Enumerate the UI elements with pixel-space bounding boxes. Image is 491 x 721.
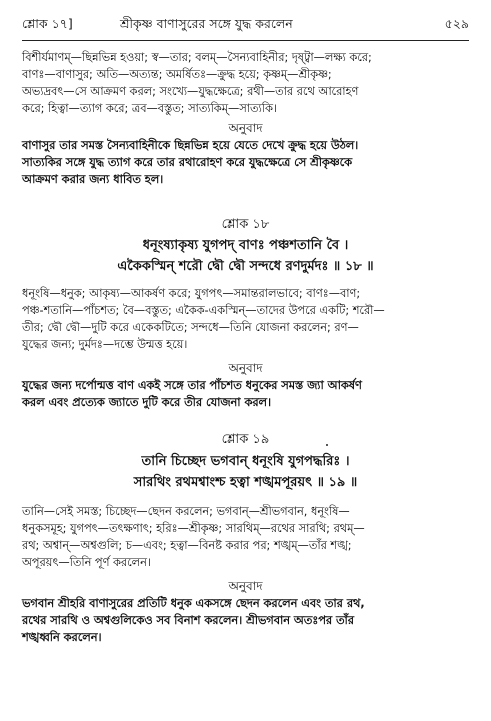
translation-line: সাত্যকির সঙ্গে যুদ্ধ ত্যাগ করে তার রথারোহণ করে যুদ্ধক্ষেত্রে সে শ্রীকৃষ্ণকে [22,156,353,169]
header-rule [22,40,469,41]
translation-line: করল এবং প্রত্যেক জ্যাতে দুটি করে তীর যোজনা করল। [22,396,272,409]
translation-17 [22,137,469,188]
translation-line: বাণাসুর তার সমস্ত সৈন্যবাহিনীকে ছিন্নভিন্ন হয়ে যেতে দেখে ক্রুদ্ধ হয়ে উঠল। [22,139,359,152]
translation-18 [22,377,469,411]
synonym-line: অভ্যদ্রবৎ—সে আক্রমণ করল; সংখ্যে—যুদ্ধক্ষেত্রে; রথী—তার রথে আরোহণ [22,85,359,98]
verse-18-text [22,235,469,277]
translation-line: যুদ্ধের জন্য দর্পোন্মত্ত বাণ একই সঙ্গে তার পাঁচশত ধনুকের সমস্ত জ্যা আকর্ষণ [22,379,362,392]
verse-line: তানি চিচ্ছেদ ভগবান্ ধনূংষি যুগপদ্ধরিঃ । [141,454,350,469]
synonyms-17 [22,49,469,117]
synonym-line: বাণঃ—বাণাসুর; অতি—অত্যন্ত; অমর্ষিতঃ—ক্রুদ্ধ হয়ে; কৃষ্ণম্—শ্রীকৃষ্ণ; [22,68,332,81]
translation-line: ভগবান শ্রীহরি বাণাসুরের প্রতিটি ধনুক একসঙ্গে ছেদন করলেন এবং তার রথ, [22,597,365,610]
translation-line: আক্রমণ করার জন্য ধাবিত হল। [22,173,164,186]
synonym-line: তীর; দ্বৌ দ্বৌ—দুটি করে একেকটিতে; সন্দধে—তিনি যোজনা করলেন; রণ— [22,321,359,334]
translation-heading-19: অনুবাদ [228,579,263,593]
synonym-line: যুদ্ধের জন্য; দুর্মদঃ—দম্ভে উন্মত্ত হয়ে। [22,338,188,351]
translation-line: রথের সারথি ও অশ্বগুলিকেও সব বিনাশ করলেন। শ্রীভগবান অতঃপর তাঁর [22,614,354,627]
header-title: শ্রীকৃষ্ণ বাণাসুরের সঙ্গে যুদ্ধ করলেন [120,16,293,31]
verse-19-text [22,451,469,493]
verse-19-heading: শ্লোক ১৯ [221,432,270,447]
verse-line: একৈকস্মিন্ শরৌ দ্বৌ দ্বৌ সন্দধে রণদুর্মদঃ ॥ ১৮ ॥ [117,259,374,274]
print-dot [326,444,328,446]
header-verse-ref: শ্লোক ১৭] [22,16,73,31]
translation-19 [22,595,469,646]
translation-heading-17: অনুবাদ [228,121,263,135]
header-page-number: ৫২৯ [444,16,469,31]
page-header [22,16,469,36]
synonyms-18 [22,285,469,353]
synonym-line: ধনূংষি—ধনুক; আকৃষ্য—আকর্ষণ করে; যুগপৎ—সমান্তরালভাবে; বাণঃ—বাণ; [22,287,361,300]
synonym-line: বিশীর্যমাণম্—ছিন্নভিন্ন হওয়া; স্ব—তার; বলম্—সৈন্যবাহিনীর; দৃষ্ট্বা—লক্ষ্য করে; [22,51,372,64]
synonym-line: রথ; অশ্বান্—অশ্বগুলি; চ—এবং; হত্বা—বিনষ্ট করার পর; শঙ্খম্—তাঁর শঙ্খ; [22,539,352,552]
synonyms-19 [22,503,469,571]
synonym-line: পঞ্চ-শতানি—পাঁচশত; বৈ—বস্তুত; একৈক-একস্মিন্—তাদের উপরে একটি; শরৌ— [22,304,385,317]
verse-line: সারথিং রথমশ্বাংশ্চ হত্বা শঙ্খমপূরয়ৎ ॥ ১৯ ॥ [133,475,358,490]
synonym-line: তানি—সেই সমস্ত; চিচ্ছেদ—ছেদন করলেন; ভগবান্—শ্রীভগবান, ধনূংষি— [22,505,350,518]
synonym-line: করে; হিত্বা—ত্যাগ করে; ত্রব—বস্তুত; সাত্যকিম্—সাত্যকি। [22,102,277,115]
translation-line: শঙ্খধ্বনি করলেন। [22,631,102,644]
synonym-line: ধনুকসমূহ; যুগপৎ—তৎক্ষণাৎ; হরিঃ—শ্রীকৃষ্ণ; সারথিম্—রথের সারথি; রথম্— [22,522,365,535]
verse-18-heading: শ্লোক ১৮ [221,217,270,232]
synonym-line: অপূরয়ৎ—তিনি পূর্ণ করলেন। [22,556,151,569]
translation-heading-18: অনুবাদ [228,361,263,375]
verse-line: ধনূংষ্যাকৃষ্য যুগপদ্ বাণঃ পঞ্চশতানি বৈ । [142,238,349,253]
